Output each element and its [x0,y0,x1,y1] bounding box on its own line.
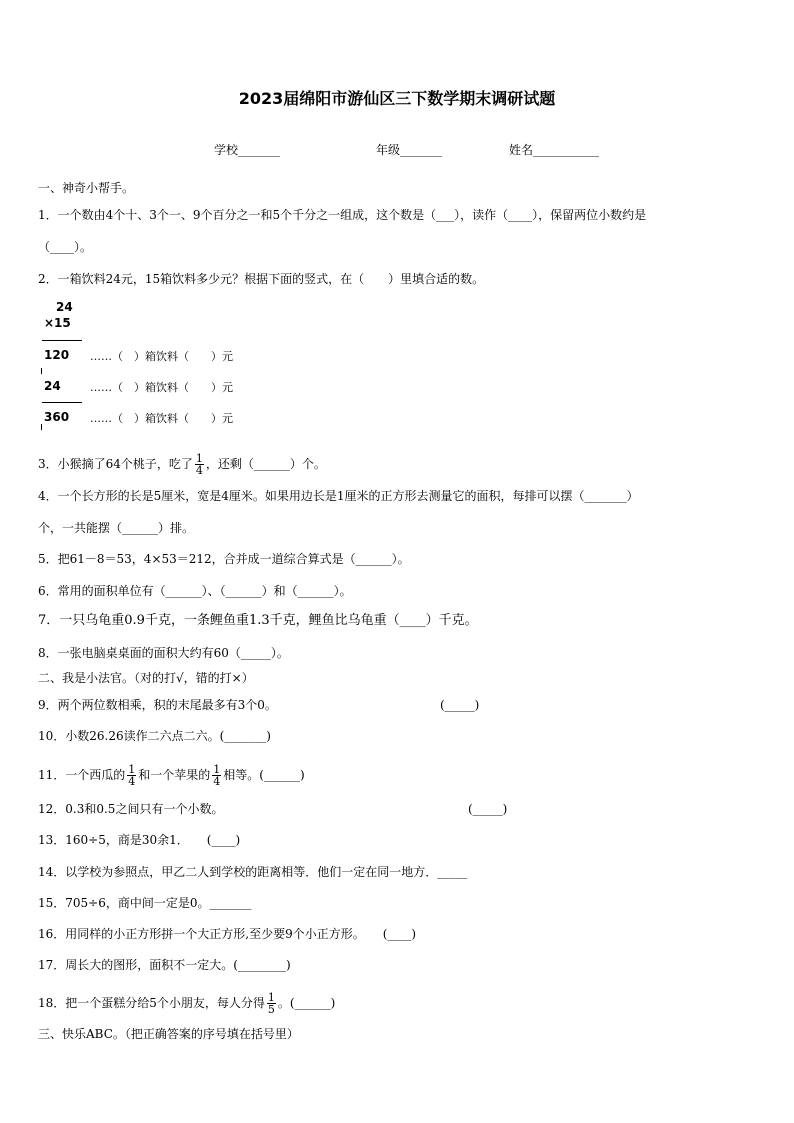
fraction-denominator: 4 [213,775,221,788]
question-1: 1．一个数由4个十、3个一、9个百分之一和5个千分之一组成，这个数是（___），读作（____），保留两位小数约是 [38,208,647,222]
calc-multiplier: ×15 [44,316,71,330]
question-3-pre: 3．小猴摘了64个桃子，吃了 [38,457,193,471]
calc-row-3-text: ……（ ）箱饮料（ ）元 [90,412,233,425]
question-11-post: 相等。(______) [223,768,305,782]
question-16: 16．用同样的小正方形拼一个大正方形,至少要9个小正方形。 (____) [38,927,417,941]
calc-row-1-text: ……（ ）箱饮料（ ）元 [90,350,233,363]
question-4-cont: 个，一共能摆（______）排。 [38,521,195,535]
question-15: 15．705÷6，商中间一定是0。_______ [38,896,252,910]
section-1-heading: 一、神奇小帮手。 [38,181,135,195]
question-8: 8．一张电脑桌桌面的面积大约有60（_____）。 [38,646,289,660]
fraction-one-quarter [127,764,136,787]
calc-rule-1 [42,340,82,341]
fraction-one-quarter [195,453,204,476]
fraction-denominator: 4 [128,775,136,788]
question-10: 10．小数26.26读作二六点二六。(_______) [38,729,271,743]
question-9: 9．两个两位数相乘，积的末尾最多有3个0。 [38,698,277,712]
fraction-numerator: 1 [213,763,221,776]
section-2-heading: 二、我是小法官。（对的打√，错的打×） [38,671,254,685]
question-9-answer-blank: (_____) [440,698,480,712]
calc-partial-1: 120 [44,348,70,362]
question-4: 4．一个长方形的长是5厘米，宽是4厘米。如果用边长是1厘米的正方形去测量它的面积，每排可以摆（_______） [38,489,639,503]
grade-field: 年级_______ [376,143,443,157]
fraction-denominator: 4 [195,464,203,477]
calc-rule-2 [42,402,82,403]
calc-tick-2 [41,424,42,430]
calc-row-2-text: ……（ ）箱饮料（ ）元 [90,381,233,394]
fraction-one-quarter [212,764,221,787]
question-11-mid: 和一个苹果的 [138,768,211,782]
school-field: 学校_______ [214,143,281,157]
fraction-one-fifth [267,992,276,1015]
fraction-denominator: 5 [267,1003,275,1016]
question-11 [38,764,305,787]
question-18-pre: 18．把一个蛋糕分给5个小朋友，每人分得 [38,996,265,1010]
calc-product: 360 [44,410,70,424]
question-1-cont: （____）。 [38,240,93,254]
question-5: 5．把61－8＝53，4×53＝212，合并成一道综合算式是（______）。 [38,552,410,566]
question-12: 12．0.3和0.5之间只有一个小数。 [38,802,224,816]
name-field: 姓名___________ [509,143,600,157]
question-18-post: 。(______) [277,996,336,1010]
page-title: 2023届绵阳市游仙区三下数学期末调研试题 [238,89,556,108]
fraction-numerator: 1 [195,452,203,465]
question-3 [38,453,326,476]
calc-partial-2: 24 [44,379,61,393]
question-13: 13．160÷5，商是30余1． (____) [38,833,241,847]
question-7: 7．一只乌龟重0.9千克，一条鲤鱼重1.3千克，鲤鱼比乌龟重（____）千克。 [38,613,478,628]
question-6: 6．常用的面积单位有（______）、（______）和（______）。 [38,584,352,598]
question-2: 2．一箱饮料24元，15箱饮料多少元？根据下面的竖式，在（ ）里填合适的数。 [38,272,485,286]
fraction-numerator: 1 [128,763,136,776]
question-18 [38,992,335,1015]
question-3-post: ，还剩（______）个。 [205,457,326,471]
question-12-answer-blank: (_____) [468,802,508,816]
question-17: 17．周长大的图形，面积不一定大。(________) [38,958,291,972]
question-11-pre: 11．一个西瓜的 [38,768,126,782]
calc-tick-1 [41,368,42,374]
fraction-numerator: 1 [267,991,275,1004]
question-14: 14．以学校为参照点，甲乙二人到学校的距离相等．他们一定在同一地方．_____ [38,865,468,879]
calc-multiplicand: 24 [56,300,73,314]
section-3-heading: 三、快乐ABC。（把正确答案的序号填在括号里） [38,1027,299,1041]
